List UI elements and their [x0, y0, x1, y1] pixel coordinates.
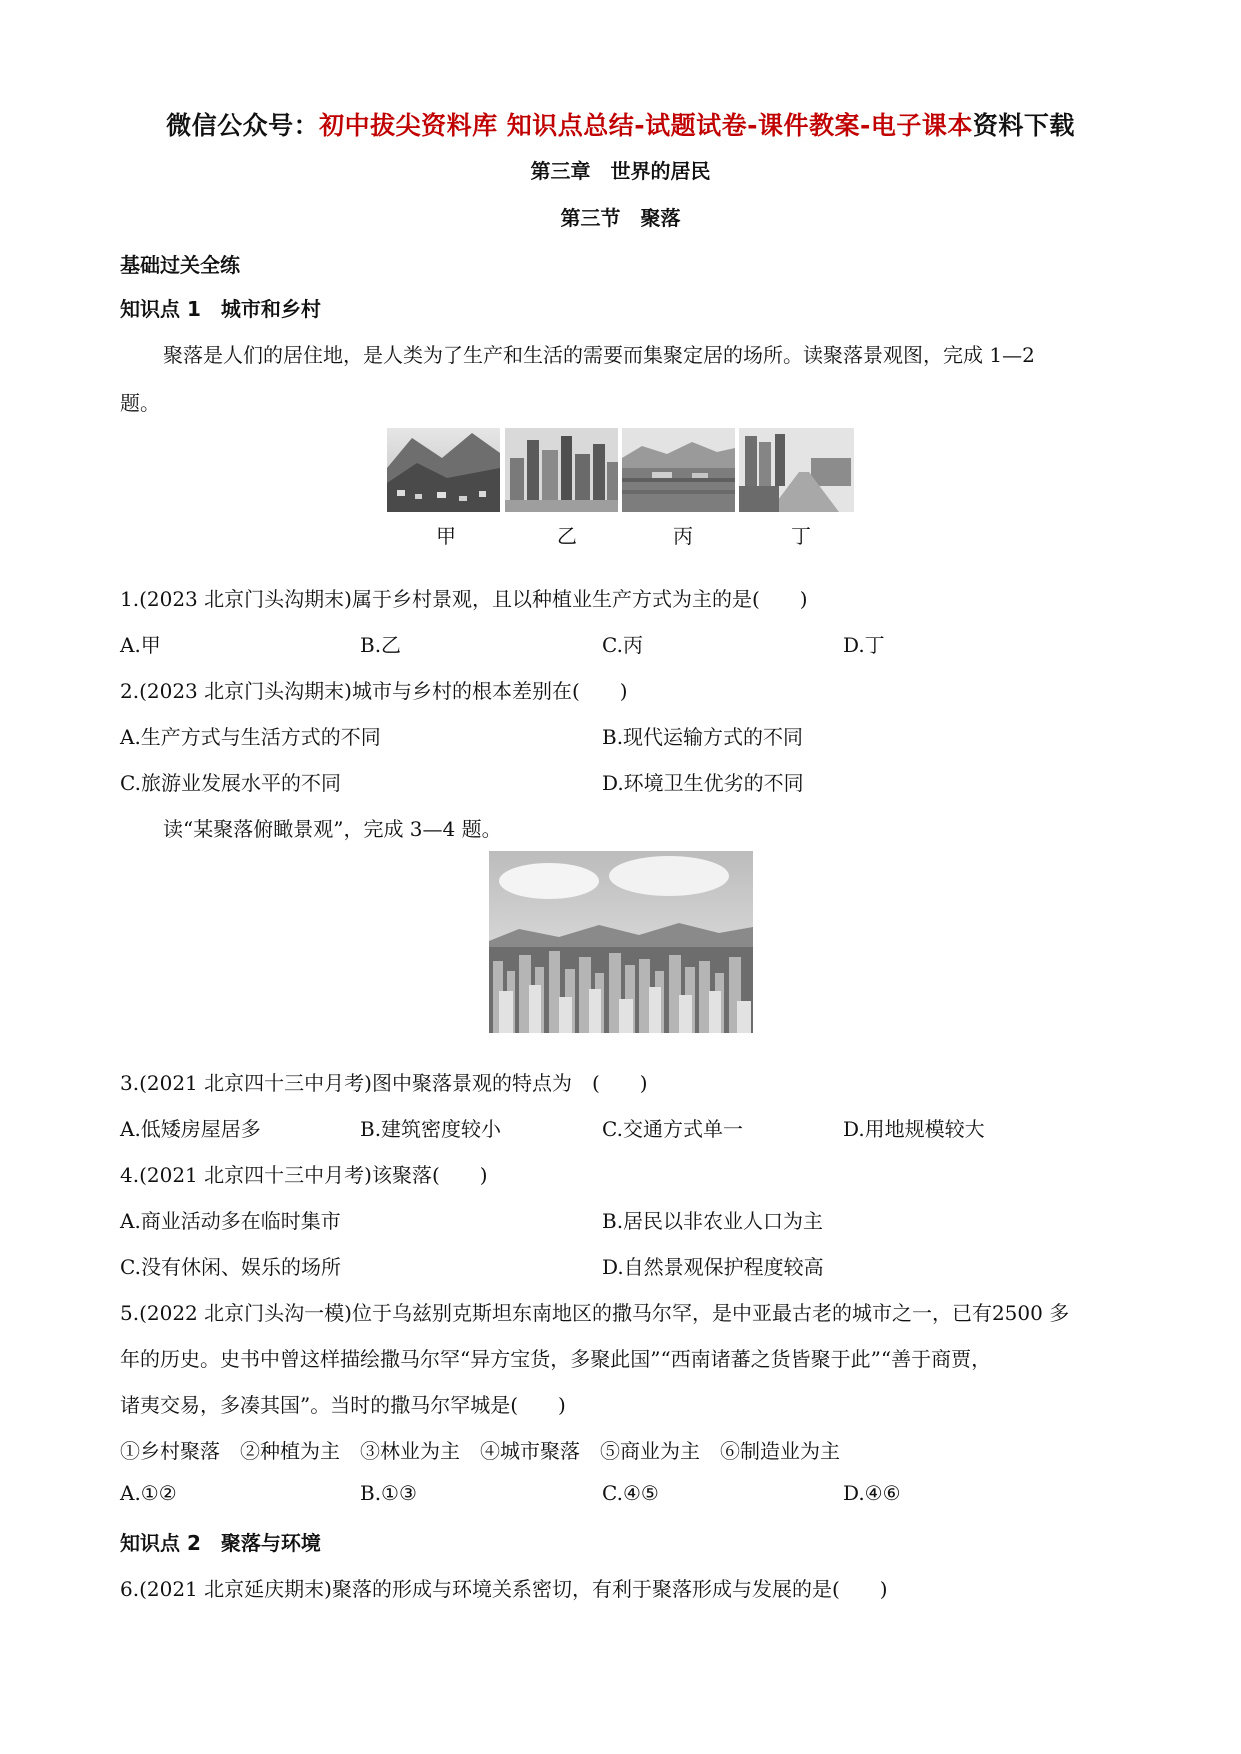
- question-3-option-d: D.用地规模较大: [843, 1117, 985, 1141]
- chapter-title: 第三章 世界的居民: [530, 159, 711, 183]
- photo-ding-town-street: [739, 428, 854, 512]
- knowledge-point-1-title: 知识点 1 城市和乡村: [120, 297, 321, 321]
- question-5-option-d: D.④⑥: [843, 1481, 901, 1505]
- section-title: 第三节 聚落: [560, 206, 681, 230]
- question-1-option-d: D.丁: [843, 633, 885, 657]
- caption-yi: 乙: [557, 524, 577, 548]
- question-2-option-d: D.环境卫生优劣的不同: [602, 771, 804, 795]
- question-5-stem-cont-1: 年的历史。史书中曾这样描绘撒马尔罕“异方宝货，多聚此国”“西南诸蕃之货皆聚于此”“善于商贾，: [120, 1347, 992, 1371]
- question-4-option-d: D.自然景观保护程度较高: [602, 1255, 824, 1279]
- question-1-option-b: B.乙: [360, 633, 402, 657]
- question-3-option-b: B.建筑密度较小: [360, 1117, 502, 1141]
- question-4-option-a: A.商业活动多在临时集市: [120, 1209, 341, 1233]
- photo-bing-farmland: [622, 428, 735, 512]
- question-2-stem: 2.(2023 北京门头沟期末)城市与乡村的根本差别在( ): [120, 679, 628, 703]
- page-header: [0, 106, 1241, 142]
- question-2-option-c: C.旅游业发展水平的不同: [120, 771, 341, 795]
- intro-paragraph-1: 聚落是人们的居住地，是人类为了生产和生活的需要而集聚定居的场所。读聚落景观图，完成 1—2: [163, 343, 1035, 367]
- question-3-option-a: A.低矮房屋居多: [120, 1117, 261, 1141]
- question-1-stem: 1.(2023 北京门头沟期末)属于乡村景观，且以种植业生产方式为主的是( ): [120, 587, 808, 611]
- question-5-option-c: C.④⑤: [602, 1481, 659, 1505]
- question-5-option-b: B.①③: [360, 1481, 417, 1505]
- question-2-option-b: B.现代运输方式的不同: [602, 725, 804, 749]
- header-suffix: 资料下载: [972, 111, 1075, 140]
- photo-jia-mountain-village: [387, 428, 500, 512]
- question-1-option-c: C.丙: [602, 633, 643, 657]
- caption-ding: 丁: [791, 524, 811, 548]
- question-5-choices: ①乡村聚落 ②种植为主 ③林业为主 ④城市聚落 ⑤商业为主 ⑥制造业为主: [120, 1439, 840, 1463]
- knowledge-point-2-title: 知识点 2 聚落与环境: [120, 1531, 321, 1555]
- caption-jia: 甲: [436, 524, 456, 548]
- photo-yi-city-skyline: [505, 428, 618, 512]
- header-highlight: 初中拔尖资料库 知识点总结-试题试卷-课件教案-电子课本: [319, 111, 973, 140]
- question-2-option-a: A.生产方式与生活方式的不同: [120, 725, 381, 749]
- question-5-stem: 5.(2022 北京门头沟一模)位于乌兹别克斯坦东南地区的撒马尔罕，是中亚最古老的城市之一，已有2500 多: [120, 1301, 1070, 1325]
- header-prefix: 微信公众号：: [166, 111, 320, 140]
- question-3-option-c: C.交通方式单一: [602, 1117, 743, 1141]
- practice-heading: 基础过关全练: [120, 253, 240, 277]
- intro-paragraph-1-cont: 题。: [120, 391, 160, 415]
- photo-aerial-city: [489, 851, 753, 1033]
- question-3-stem: 3.(2021 北京四十三中月考)图中聚落景观的特点为 ( ): [120, 1071, 648, 1095]
- caption-bing: 丙: [673, 524, 693, 548]
- question-4-option-b: B.居民以非农业人口为主: [602, 1209, 824, 1233]
- question-6-stem: 6.(2021 北京延庆期末)聚落的形成与环境关系密切，有利于聚落形成与发展的是( ): [120, 1577, 888, 1601]
- intro-paragraph-2: 读“某聚落俯瞰景观”，完成 3—4 题。: [163, 817, 502, 841]
- question-5-option-a: A.①②: [120, 1481, 177, 1505]
- question-4-stem: 4.(2021 北京四十三中月考)该聚落( ): [120, 1163, 488, 1187]
- question-1-option-a: A.甲: [120, 633, 161, 657]
- question-5-stem-cont-2: 诸夷交易，多凑其国”。当时的撒马尔罕城是( ): [120, 1393, 566, 1417]
- question-4-option-c: C.没有休闲、娱乐的场所: [120, 1255, 341, 1279]
